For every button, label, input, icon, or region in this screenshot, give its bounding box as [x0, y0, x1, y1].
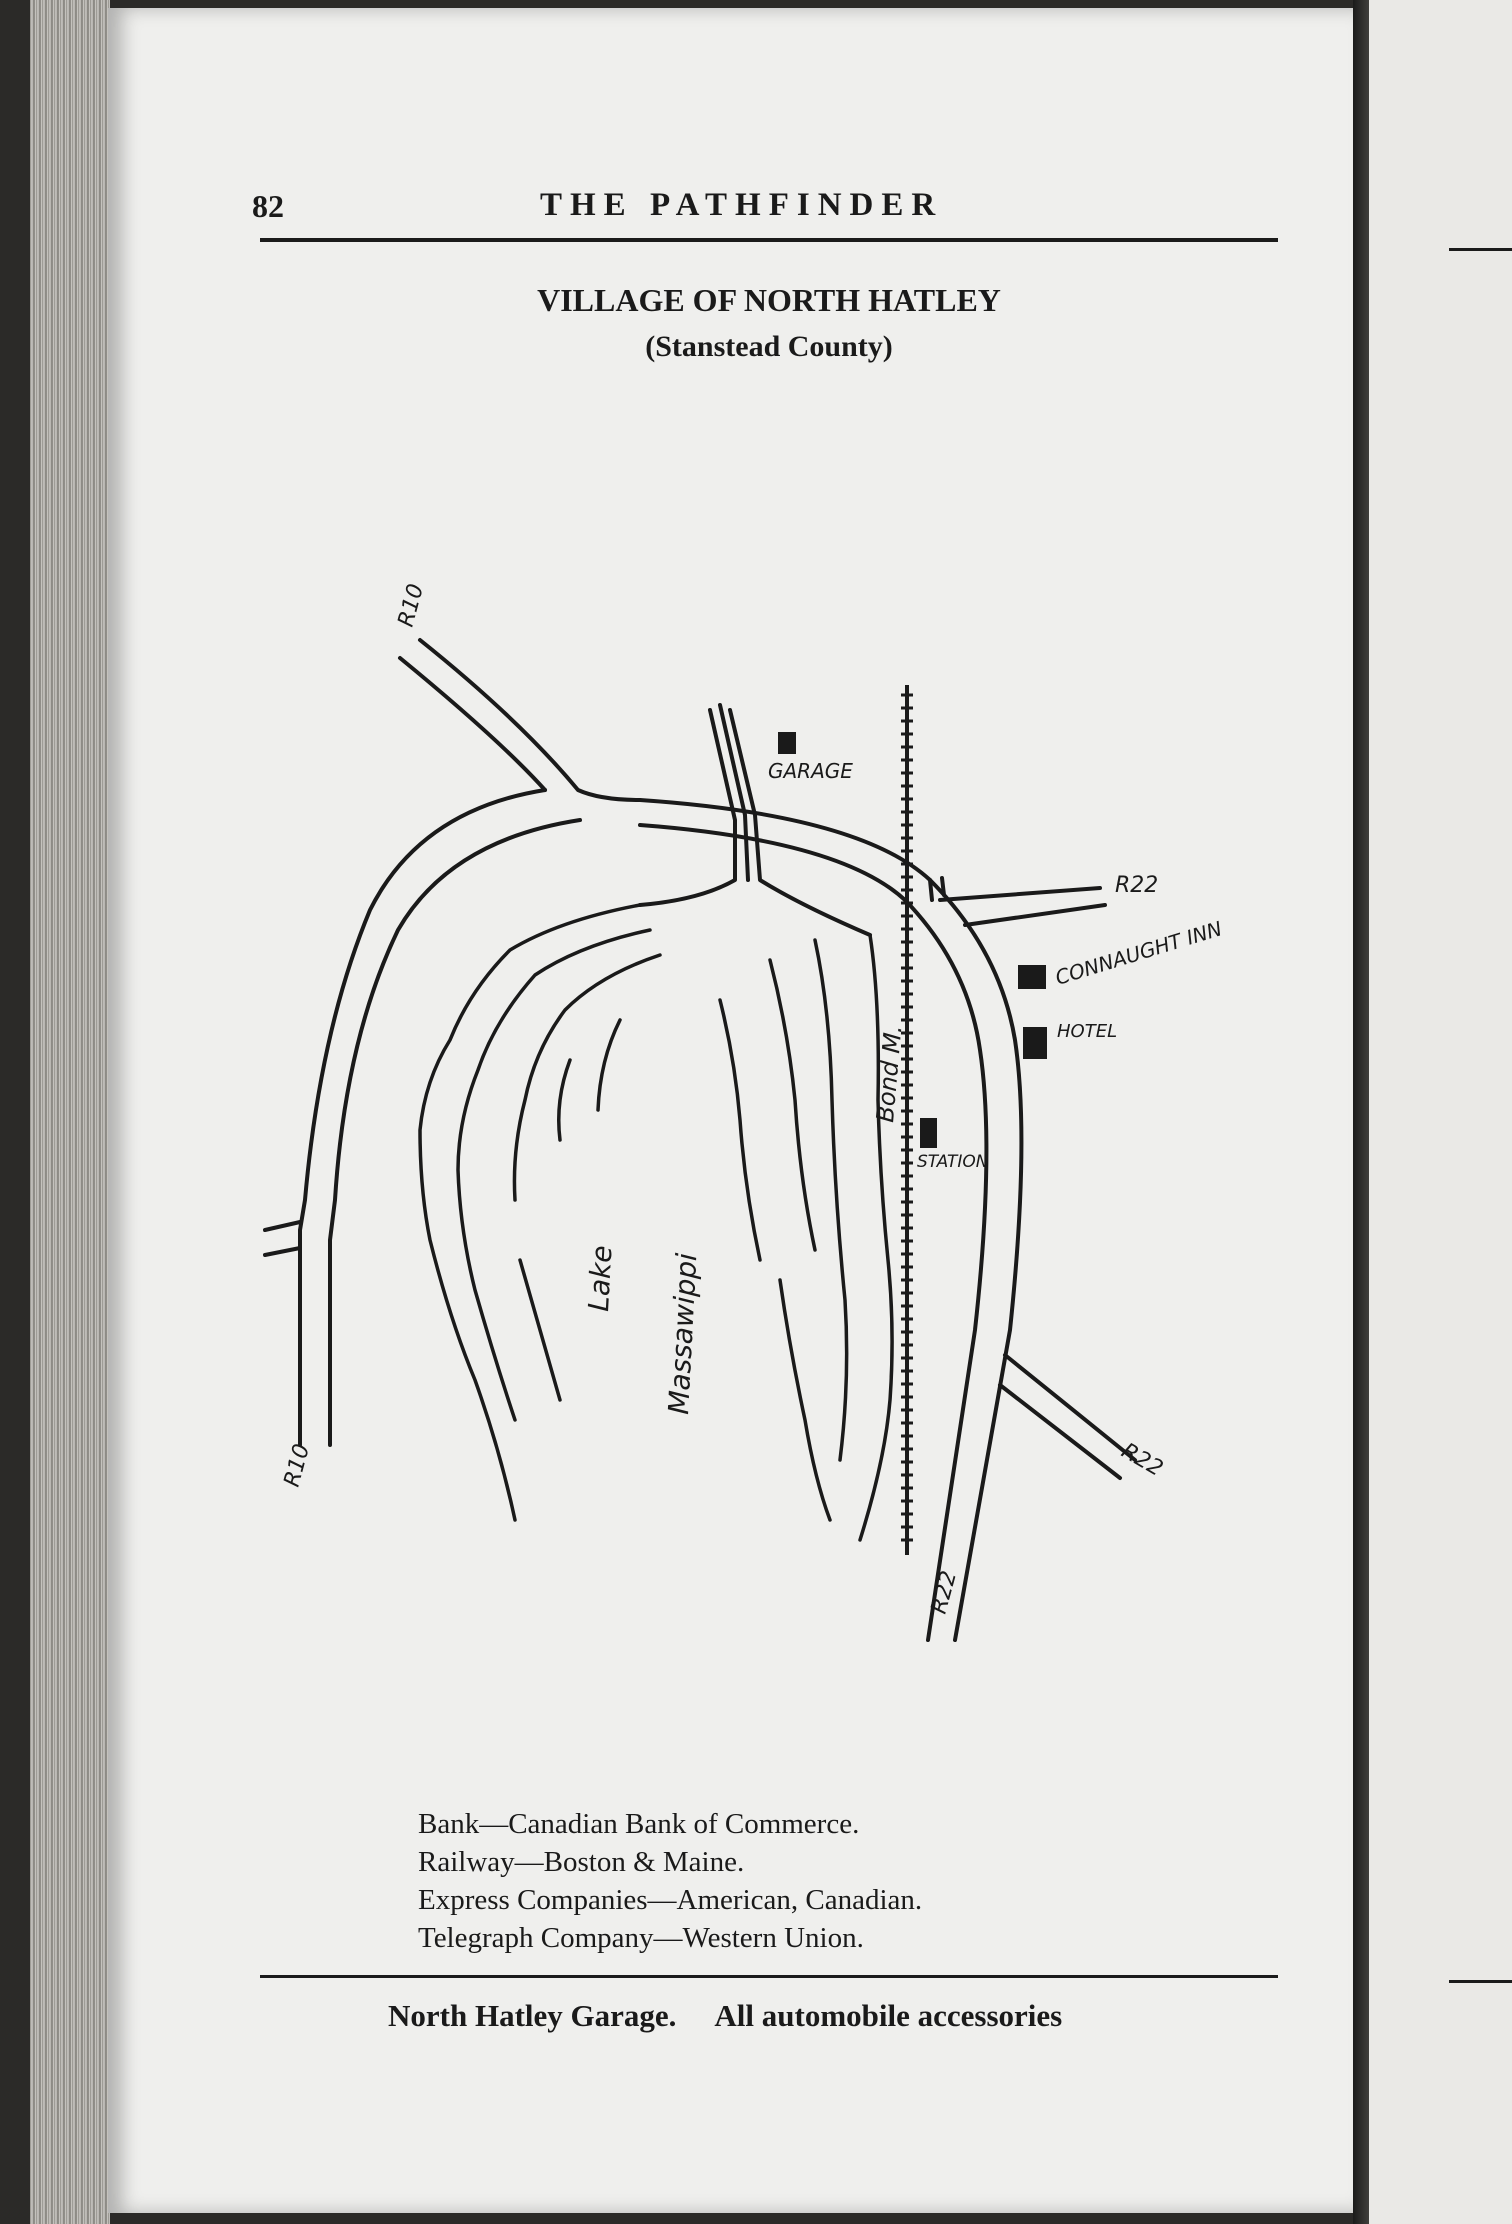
village-info: [418, 1805, 922, 1957]
footer-rule: [260, 1975, 1278, 1978]
lake-name-label: Massawippi: [662, 1252, 704, 1416]
r10-south-label: R10: [279, 1441, 315, 1490]
railway-line: [901, 685, 913, 1555]
ad-accessories: All automobile accessories: [714, 1998, 1063, 2033]
lake-shore-west-3: [514, 955, 660, 1200]
lake-contour-1: [559, 1060, 570, 1140]
hotel-label: HOTEL: [1057, 1021, 1118, 1042]
lake-shore-east-3: [770, 960, 815, 1250]
r22-east-label: R22: [1115, 873, 1159, 898]
lake-contour-5: [520, 1260, 560, 1400]
map-title: VILLAGE OF NORTH HATLEY: [537, 282, 1001, 318]
lake-contour-3: [720, 1000, 760, 1260]
lake-shore-west-2: [458, 930, 650, 1420]
ad-garage-name: North Hatley Garage.: [388, 1998, 677, 2033]
railway-info: Railway—Boston & Maine.: [418, 1846, 745, 1878]
page-number: 82: [252, 188, 284, 224]
road-r10-north: [400, 640, 640, 800]
station-building: [920, 1118, 937, 1148]
lake-contour-2: [598, 1020, 620, 1110]
r10-north-label: R10: [393, 581, 429, 630]
lake-shore-east-2: [815, 940, 847, 1460]
road-r10-west-stub: [265, 1222, 300, 1255]
lake-contour-4: [780, 1280, 830, 1520]
garage-advertisement: [388, 1998, 1062, 2034]
garage-building: [778, 732, 796, 754]
garage-label: GARAGE: [768, 759, 853, 783]
lake-inlet: [640, 710, 870, 935]
r22-southeast-label: R22: [1117, 1438, 1167, 1482]
bank-info: Bank—Canadian Bank of Commerce.: [418, 1808, 860, 1840]
lake-shore-west-1: [420, 905, 640, 1520]
map-subtitle: (Stanstead County): [645, 330, 893, 363]
station-label: STATION: [917, 1152, 989, 1172]
r22-south-label: R22: [926, 1568, 962, 1617]
hotel-building: [1023, 1027, 1047, 1059]
running-title: THE PATHFINDER: [540, 187, 944, 223]
road-r22-southeast: [1000, 1355, 1135, 1478]
lake-label: Lake: [582, 1244, 619, 1313]
railway-label: Bond M.: [871, 1023, 908, 1124]
connaught-inn-building: [1018, 965, 1046, 989]
connaught-inn-label: CONNAUGHT INN: [1052, 916, 1225, 990]
telegraph-info: Telegraph Company—Western Union.: [418, 1922, 864, 1954]
express-info: Express Companies—American, Canadian.: [418, 1884, 923, 1916]
